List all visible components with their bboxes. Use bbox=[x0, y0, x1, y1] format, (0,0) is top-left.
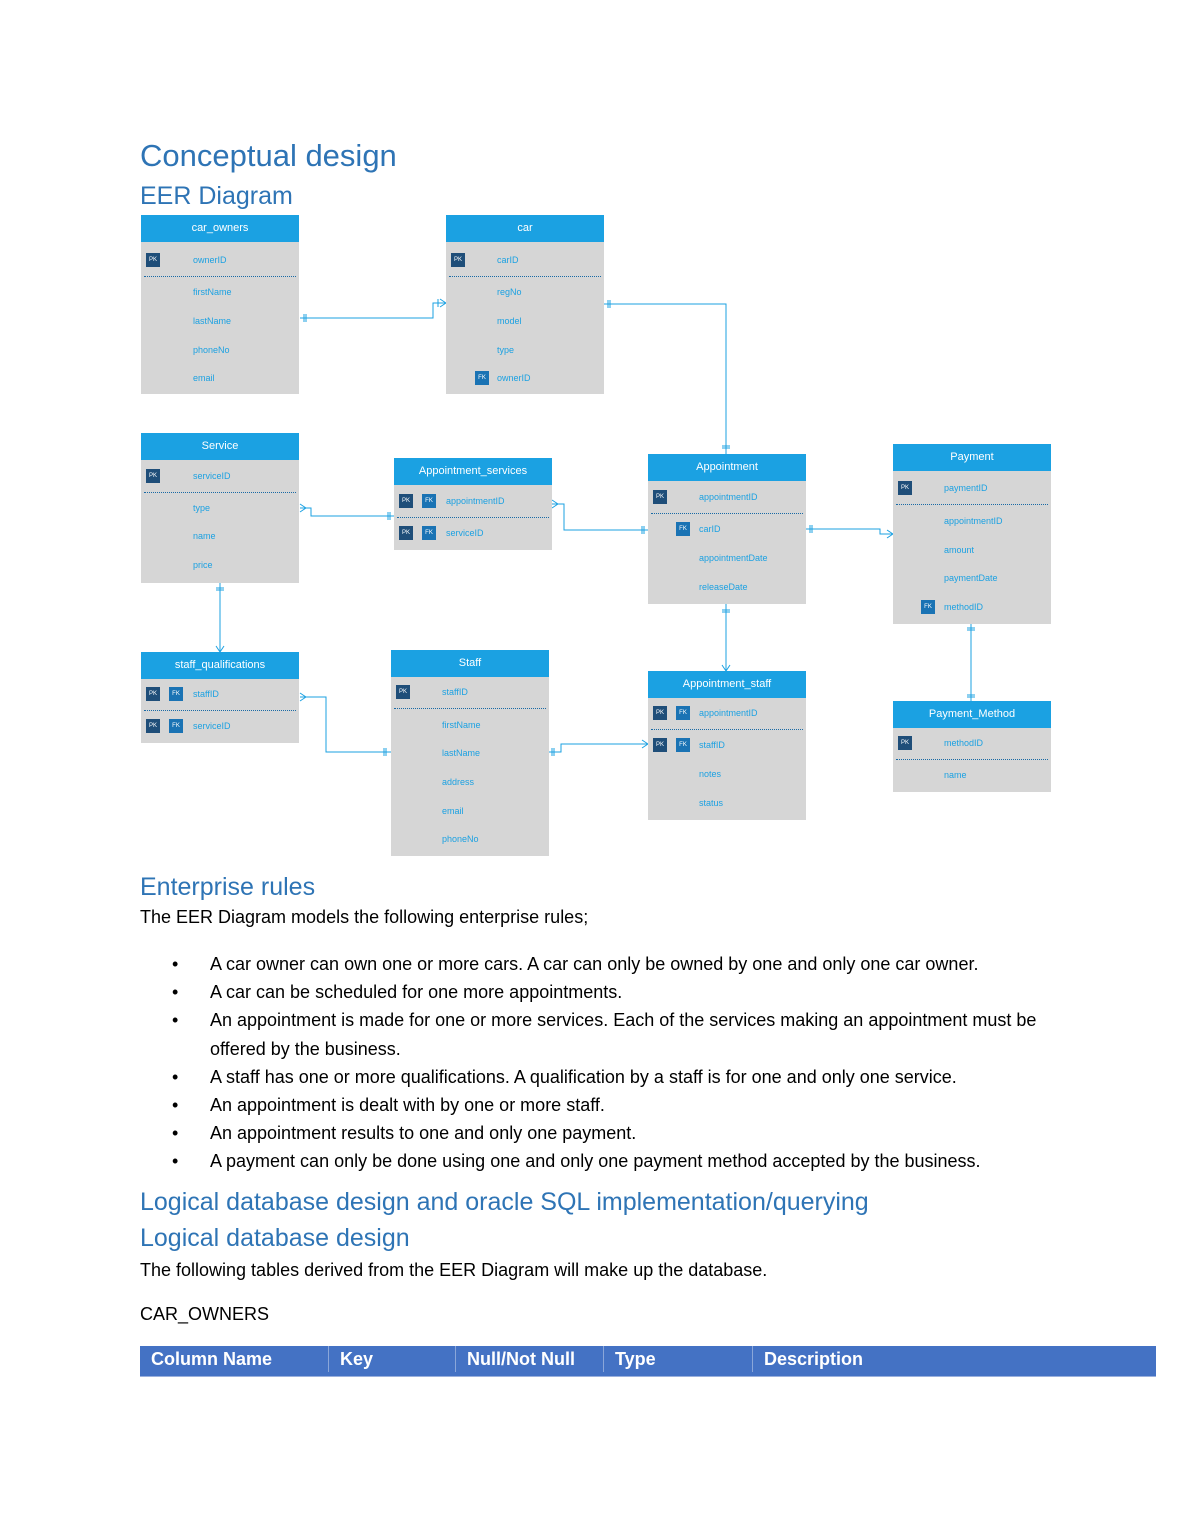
pk-badge: PK bbox=[898, 481, 912, 495]
key-separator bbox=[144, 276, 296, 277]
field-row bbox=[141, 529, 299, 545]
field-row bbox=[893, 571, 1051, 587]
rule-text: An appointment results to one and only one payment. bbox=[210, 1123, 637, 1144]
table-name: CAR_OWNERS bbox=[140, 1304, 270, 1324]
entity-title: Payment bbox=[893, 444, 1051, 471]
rel-service-apptservices bbox=[300, 508, 394, 516]
field-name: ownerID bbox=[497, 373, 531, 383]
field-name: model bbox=[497, 316, 522, 326]
field-row bbox=[648, 490, 806, 506]
logical-intro: The following tables derived from the EER Diagram will make up the database. bbox=[140, 1260, 768, 1280]
field-row bbox=[446, 285, 604, 301]
fk-badge: FK bbox=[676, 522, 690, 536]
pk-badge: PK bbox=[396, 685, 410, 699]
field-row bbox=[391, 746, 549, 762]
rule-text: A payment can only be done using one and only one payment method accepted by the business. bbox=[210, 1151, 981, 1172]
key-separator bbox=[651, 729, 803, 730]
field-name: regNo bbox=[497, 287, 522, 297]
list-item bbox=[140, 1063, 1060, 1091]
pk-badge: PK bbox=[399, 494, 413, 508]
field-row bbox=[446, 371, 604, 387]
rel-car-appointment bbox=[604, 304, 726, 454]
entity-payment-method bbox=[893, 701, 1051, 792]
pk-badge: PK bbox=[653, 738, 667, 752]
field-row bbox=[141, 501, 299, 517]
eer-diagram bbox=[138, 212, 1054, 860]
pk-badge: PK bbox=[146, 719, 160, 733]
field-name: staffID bbox=[193, 689, 219, 699]
key-separator bbox=[144, 710, 296, 711]
entity-title: Payment_Method bbox=[893, 701, 1051, 728]
field-name: appointmentDate bbox=[699, 553, 768, 563]
fk-badge: FK bbox=[422, 494, 436, 508]
entity-appointment bbox=[648, 454, 806, 604]
entity-title: Staff bbox=[391, 650, 549, 677]
field-row bbox=[141, 558, 299, 574]
header-column-name: Column Name bbox=[151, 1349, 273, 1369]
rule-text: An appointment is dealt with by one or more staff. bbox=[210, 1095, 605, 1116]
rule-text: A car can be scheduled for one more appointments. bbox=[210, 982, 623, 1003]
field-name: lastName bbox=[193, 316, 232, 326]
field-row bbox=[893, 600, 1051, 616]
list-item bbox=[140, 978, 1060, 1006]
fk-badge: FK bbox=[676, 706, 690, 720]
pk-badge: PK bbox=[898, 736, 912, 750]
field-name: appointmentID bbox=[446, 496, 505, 506]
pk-badge: PK bbox=[451, 253, 465, 267]
rule-text: An appointment is made for one or more services. Each of the services making an appointment must be offered by the business. bbox=[210, 1010, 1037, 1059]
field-row bbox=[893, 481, 1051, 497]
field-row bbox=[446, 253, 604, 269]
bullet: • bbox=[172, 982, 179, 1003]
list-item bbox=[140, 1119, 1060, 1147]
field-name: methodID bbox=[944, 738, 984, 748]
field-name: carID bbox=[699, 524, 721, 534]
heading-conceptual-design: Conceptual design bbox=[140, 138, 397, 173]
field-name: appointmentID bbox=[944, 516, 1003, 526]
pk-badge: PK bbox=[146, 469, 160, 483]
bullet: • bbox=[172, 1095, 179, 1116]
bullet: • bbox=[172, 1151, 179, 1172]
entity-service bbox=[141, 433, 299, 583]
header-underline bbox=[140, 1376, 1156, 1377]
pk-badge: PK bbox=[653, 706, 667, 720]
field-row bbox=[391, 685, 549, 701]
field-row bbox=[893, 514, 1051, 530]
field-row bbox=[141, 469, 299, 485]
header-type: Type bbox=[603, 1346, 752, 1372]
heading-enterprise-rules: Enterprise rules bbox=[140, 873, 316, 901]
field-row bbox=[391, 832, 549, 848]
field-row bbox=[648, 706, 806, 722]
pk-badge: PK bbox=[146, 687, 160, 701]
key-separator bbox=[397, 517, 549, 518]
field-row bbox=[141, 719, 299, 735]
key-separator bbox=[449, 276, 601, 277]
field-name: price bbox=[193, 560, 213, 570]
field-name: firstName bbox=[442, 720, 481, 730]
pk-badge: PK bbox=[399, 526, 413, 540]
field-row bbox=[141, 253, 299, 269]
field-name: amount bbox=[944, 545, 975, 555]
rel-qualifications-staff bbox=[300, 697, 391, 752]
list-item bbox=[140, 1006, 1060, 1062]
field-name: serviceID bbox=[193, 471, 231, 481]
pk-badge: PK bbox=[653, 490, 667, 504]
header-null: Null/Not Null bbox=[455, 1346, 603, 1372]
field-name: ownerID bbox=[193, 255, 227, 265]
fk-badge: FK bbox=[169, 719, 183, 733]
field-row bbox=[141, 687, 299, 703]
field-name: carID bbox=[497, 255, 519, 265]
field-name: serviceID bbox=[193, 721, 231, 731]
field-row bbox=[391, 775, 549, 791]
bullet: • bbox=[172, 1123, 179, 1144]
field-name: appointmentID bbox=[699, 492, 758, 502]
field-name: name bbox=[944, 770, 967, 780]
rel-staff-apptstaff bbox=[549, 744, 648, 752]
field-row bbox=[141, 371, 299, 387]
field-name: firstName bbox=[193, 287, 232, 297]
field-row bbox=[648, 580, 806, 596]
column-table-header bbox=[140, 1346, 1156, 1376]
header-key: Key bbox=[328, 1346, 455, 1372]
field-name: phoneNo bbox=[442, 834, 479, 844]
entity-title: Appointment_services bbox=[394, 458, 552, 485]
field-row bbox=[446, 314, 604, 330]
field-row bbox=[648, 551, 806, 567]
entity-payment bbox=[893, 444, 1051, 624]
fk-badge: FK bbox=[422, 526, 436, 540]
pk-badge: PK bbox=[146, 253, 160, 267]
rel-owner-car bbox=[300, 303, 446, 318]
heading-eer-diagram: EER Diagram bbox=[140, 182, 293, 210]
entity-title: car bbox=[446, 215, 604, 242]
field-name: email bbox=[193, 373, 215, 383]
bullet: • bbox=[172, 954, 179, 974]
rule-text: A car owner can own one or more cars. A car can only be owned by one and only one car owner. bbox=[210, 954, 979, 974]
entity-car bbox=[446, 215, 604, 394]
field-row bbox=[893, 736, 1051, 752]
heading-logical-impl: Logical database design and oracle SQL implementation/querying bbox=[140, 1188, 869, 1216]
field-name: releaseDate bbox=[699, 582, 748, 592]
field-name: status bbox=[699, 798, 724, 808]
list-item bbox=[140, 1091, 1060, 1119]
field-row bbox=[141, 314, 299, 330]
entity-appointment-services bbox=[394, 458, 552, 550]
field-row bbox=[893, 768, 1051, 784]
field-name: paymentDate bbox=[944, 573, 998, 583]
key-separator bbox=[896, 504, 1048, 505]
rel-appointment-payment bbox=[806, 529, 893, 534]
field-row bbox=[394, 494, 552, 510]
field-name: appointmentID bbox=[699, 708, 758, 718]
field-name: lastName bbox=[442, 748, 481, 758]
field-name: type bbox=[193, 503, 211, 513]
fk-badge: FK bbox=[921, 600, 935, 614]
field-name: address bbox=[442, 777, 475, 787]
field-name: notes bbox=[699, 769, 722, 779]
list-item bbox=[140, 950, 1060, 978]
entity-title: Appointment bbox=[648, 454, 806, 481]
field-row bbox=[648, 767, 806, 783]
field-name: paymentID bbox=[944, 483, 988, 493]
list-item bbox=[140, 1147, 1060, 1175]
key-separator bbox=[651, 513, 803, 514]
bullet: • bbox=[172, 1010, 179, 1031]
header-description: Description bbox=[752, 1346, 1156, 1372]
bullet: • bbox=[172, 1066, 179, 1087]
field-name: staffID bbox=[699, 740, 725, 750]
field-row bbox=[446, 343, 604, 359]
fk-badge: FK bbox=[169, 687, 183, 701]
rule-text: A staff has one or more qualifications. A qualification by a staff is for one and only one service. bbox=[210, 1066, 957, 1087]
field-name: phoneNo bbox=[193, 345, 230, 355]
entity-staff-qualifications bbox=[141, 652, 299, 743]
fk-badge: FK bbox=[676, 738, 690, 752]
field-name: staffID bbox=[442, 687, 468, 697]
field-row bbox=[648, 522, 806, 538]
fk-badge: FK bbox=[475, 371, 489, 385]
entity-appointment-staff bbox=[648, 671, 806, 820]
enterprise-intro: The EER Diagram models the following enterprise rules; bbox=[140, 907, 589, 927]
enterprise-rules-list bbox=[140, 950, 1060, 1176]
field-name: methodID bbox=[944, 602, 984, 612]
key-separator bbox=[896, 759, 1048, 760]
field-row bbox=[394, 526, 552, 542]
field-row bbox=[648, 738, 806, 754]
field-name: name bbox=[193, 531, 216, 541]
field-row bbox=[893, 543, 1051, 559]
field-row bbox=[648, 796, 806, 812]
rel-apptservices-appointment bbox=[552, 504, 648, 530]
key-separator bbox=[144, 492, 296, 493]
entity-title: staff_qualifications bbox=[141, 652, 299, 679]
field-name: type bbox=[497, 345, 515, 355]
entity-car-owners bbox=[141, 215, 299, 394]
field-name: serviceID bbox=[446, 528, 484, 538]
entity-title: Service bbox=[141, 433, 299, 460]
field-row bbox=[141, 343, 299, 359]
field-name: email bbox=[442, 806, 464, 816]
key-separator bbox=[394, 708, 546, 709]
field-row bbox=[391, 804, 549, 820]
entity-title: car_owners bbox=[141, 215, 299, 242]
heading-logical-design: Logical database design bbox=[140, 1224, 410, 1252]
entity-staff bbox=[391, 650, 549, 856]
field-row bbox=[141, 285, 299, 301]
field-row bbox=[391, 718, 549, 734]
entity-title: Appointment_staff bbox=[648, 671, 806, 698]
